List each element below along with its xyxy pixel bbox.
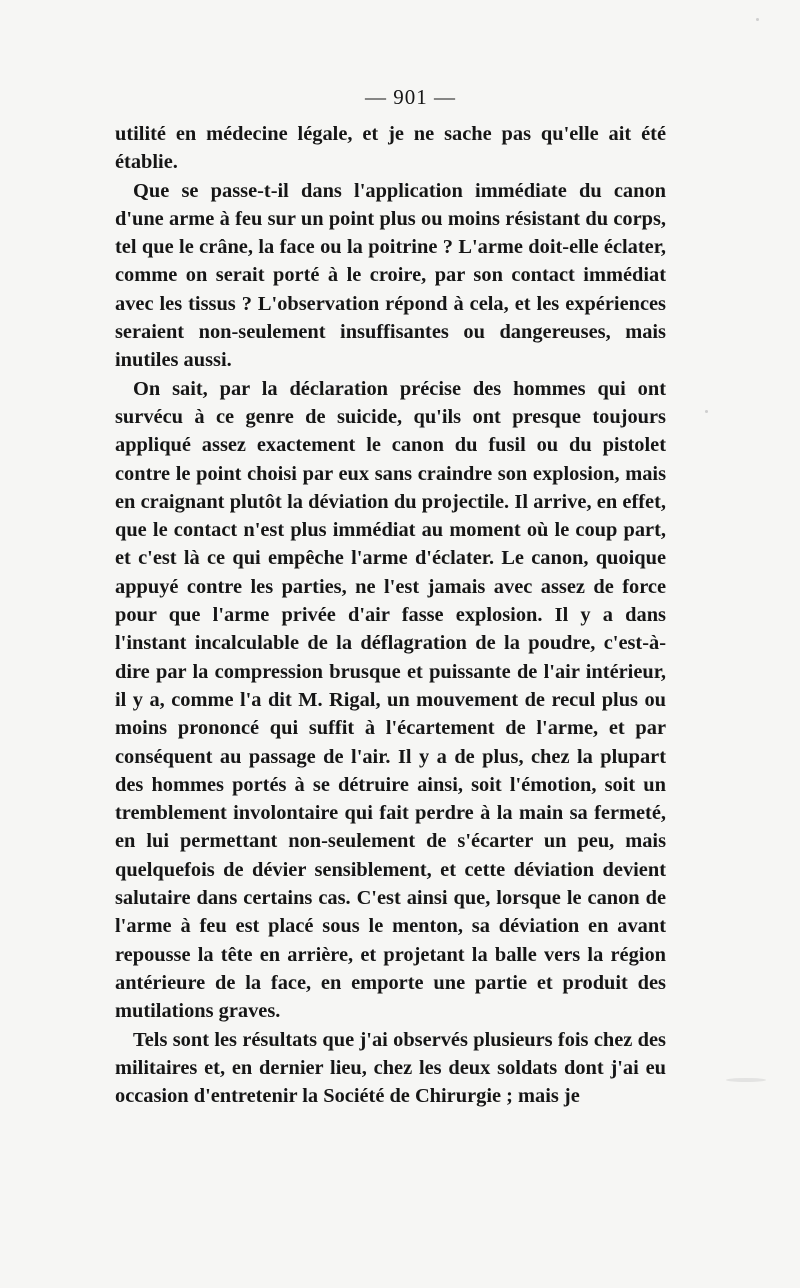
paragraph-3: On sait, par la déclaration précise des hommes qui ont survécu à ce genre de suicide, qu'ils ont presque toujours appliqué assez exactement le canon du fusil ou du pistolet contre le point choisi par eux sans craindre son explosion, mais en craignant plutôt la déviation du projectile. Il arrive, en effet, que le contact n'est plus immédiat au moment où le coup part, et c'est là ce qui empêche l'arme d'éclater. Le canon, quoique appuyé contre les parties, ne l'est jamais avec assez de force pour que l'arme privée d'air fasse explosion. Il y a dans l'instant incalculable de la déflagration de la poudre, c'est-à-dire par la compression brusque et puissante de l'air intérieur, il y a, comme l'a dit M. Rigal, un mouvement de recul plus ou moins prononcé qui suffit à l'écartement de l'arme, et par conséquent au passage de l'air. Il y a de plus, chez la plupart des hommes portés à se détruire ainsi, soit l'émotion, soit un tremblement involontaire qui fait perdre à la main sa fermeté, en lui permettant non-seulement de s'écarter un peu, mais quelquefois de dévier sensiblement, et cette déviation devient salutaire dans certains cas. C'est ainsi que, lorsque le canon de l'arme à feu est placé sous le menton, sa déviation en avant repousse la tête en arrière, et projetant la balle vers la région antérieure de la face, en emporte une partie et produit des mutilations graves.: [115, 377, 666, 1023]
paper-speck: [726, 1078, 766, 1082]
paragraph-1: utilité en médecine légale, et je ne sache pas qu'elle ait été établie.: [115, 123, 666, 174]
page-number: — 901 —: [365, 85, 456, 109]
paragraph-2: Que se passe-t-il dans l'application immédiate du canon d'une arme à feu sur un point plus ou moins résistant du corps, tel que le crâne, la face ou la poitrine ? L'arme doit-elle éclater, comme on serait porté à le croire, par son contact immédiat avec les tissus ? L'observation répond à cela, et les expériences seraient non-seulement insuffisantes ou dangereuses, mais inutiles aussi.: [115, 179, 666, 372]
body-text: [115, 120, 666, 1110]
paragraph-4: Tels sont les résultats que j'ai observés plusieurs fois chez des militaires et, en dernier lieu, chez les deux soldats dont j'ai eu occasion d'entretenir la Société de Chirurgie ; mais je: [115, 1028, 666, 1108]
paper-speck: [705, 410, 708, 413]
paper-speck: [756, 18, 759, 21]
